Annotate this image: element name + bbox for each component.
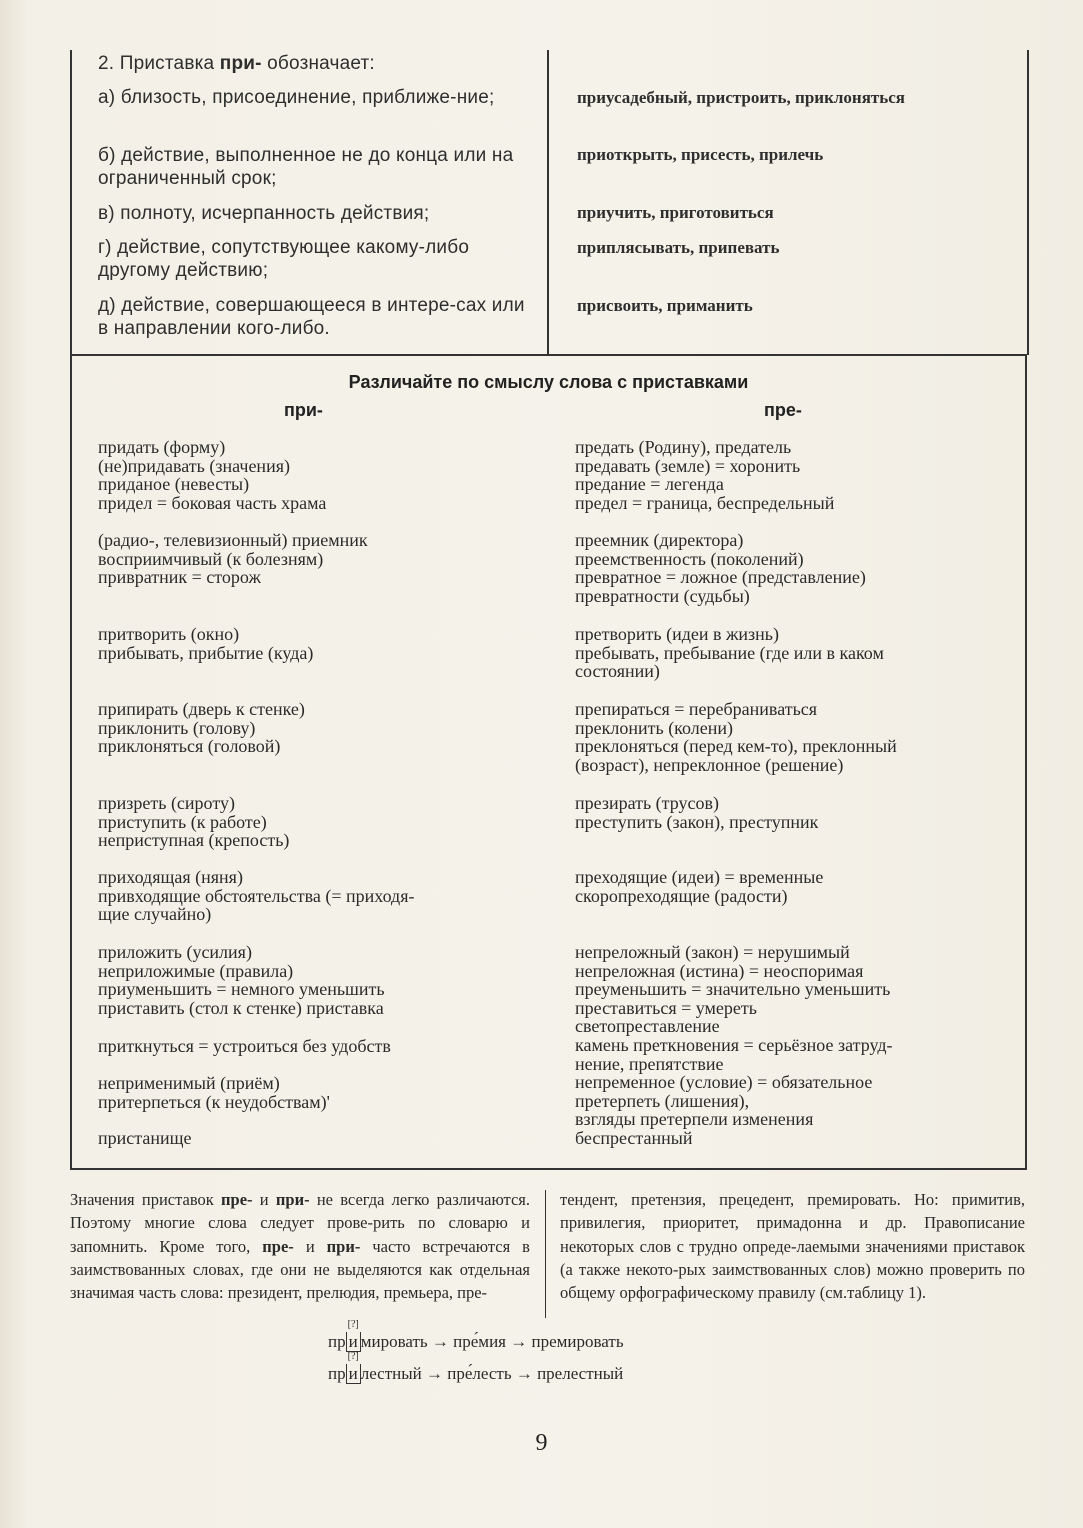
meaning-row-a: а) близость, присоединение, приближе-ние;: [98, 87, 495, 108]
left-word-group: [98, 794, 289, 850]
vowel-box: [?] и: [347, 1319, 359, 1351]
box-title: Различайте по смыслу слова с приставками: [348, 372, 749, 392]
word-line: предел = граница, беспредельный: [575, 492, 835, 513]
word-line: припирать (дверь к стенке): [98, 699, 305, 719]
left-word-group: [98, 1074, 330, 1111]
word-line: преклоняться (перед кем-то), преклонный: [575, 736, 897, 757]
word-line: непреложная (истина) = неоспоримая: [575, 960, 864, 981]
word-line: приставить (стол к стенке) приставка: [98, 997, 384, 1018]
word-line: приткнуться = устроиться без удобств: [98, 1036, 391, 1056]
word-line: приклоняться (головой): [98, 736, 281, 757]
right-column-head: пре-: [764, 400, 802, 420]
word-line: препираться = перебраниваться: [575, 699, 818, 719]
word-line: пребывать, пребывание (где или в каком: [575, 642, 884, 663]
word-line: скоропреходящие (радости): [575, 885, 788, 906]
right-word-group: [575, 625, 884, 681]
word-line: камень преткновения = серьёзное затруд-: [575, 1034, 893, 1055]
left-word-group: [98, 943, 385, 1017]
word-line: преемник (директора): [575, 530, 744, 550]
word-line: щие случайно): [98, 904, 212, 925]
right-word-group: [575, 438, 834, 512]
left-column-head: при-: [284, 400, 323, 420]
word-line: (не)придавать (значения): [98, 455, 290, 476]
word-line: приложить (усилия): [98, 942, 252, 962]
word-line: превратное = ложное (представление): [575, 567, 866, 588]
left-word-group: [98, 531, 368, 587]
paragraph-divider: [545, 1190, 546, 1318]
word-line: преемственность (поколений): [575, 548, 804, 569]
word-line: приступить (к работе): [98, 811, 267, 832]
example-line-1: пр [?] и мировать → пре́мия → премировать: [328, 1319, 624, 1351]
examples-row-c: приучить, приготовиться: [577, 203, 774, 222]
word-line: преставиться = умереть: [575, 997, 757, 1018]
word-line: (возраст), непреклонное (решение): [575, 754, 844, 775]
word-line: предавать (земле) = хоронить: [575, 455, 801, 476]
left-word-group: [98, 438, 326, 512]
right-word-group: [575, 531, 866, 605]
word-line: светопреставление: [575, 1016, 720, 1037]
examples-row-e: присвоить, приманить: [577, 296, 753, 315]
word-line: предание = легенда: [575, 474, 724, 495]
word-line: привратник = сторож: [98, 567, 261, 588]
word-line: приходящая (няня): [98, 867, 243, 887]
right-word-group: [575, 868, 823, 905]
meaning-row-c: в) полноту, исчерпанность действия;: [98, 203, 430, 224]
word-line: пристанище: [98, 1128, 192, 1148]
word-line: неприложимые (правила): [98, 960, 294, 981]
left-word-group: [98, 625, 313, 662]
word-line: приуменьшить = немного уменьшить: [98, 979, 385, 1000]
word-line: (радио-, телевизионный) приемник: [98, 530, 368, 550]
right-word-group: [575, 794, 818, 831]
left-word-group: [98, 1129, 191, 1148]
left-word-group: [98, 868, 415, 924]
word-line: презирать (трусов): [575, 793, 720, 813]
word-line: прибывать, прибытие (куда): [98, 642, 314, 663]
word-line: восприимчивый (к болезням): [98, 548, 324, 569]
word-line: неприступная (крепость): [98, 830, 290, 851]
explanation-left: Значения приставок пре- и при- не всегда легко различаются. Поэтому многие слова следует прове-рить по словарю и запомнить. Кроме того, пре- и при- часто встречаются в заимствованных словах, где они не выделяются как отдельная значимая часть слова: президент, прелюдия, премьера, пре-: [70, 1190, 531, 1303]
word-line: притворить (окно): [98, 624, 240, 644]
word-line: нение, препятствие: [575, 1053, 724, 1074]
right-word-group: [575, 943, 892, 1148]
word-line: превратности (судьбы): [575, 585, 750, 606]
left-word-group: [98, 1037, 391, 1056]
word-line: приданое (невесты): [98, 474, 250, 495]
word-line: преуменьшить = значительно уменьшить: [575, 979, 891, 1000]
meaning-row-e: д) действие, совершающееся в интере-сах или в направлении кого-либо.: [98, 295, 525, 339]
word-line: преклонить (колени): [575, 717, 734, 738]
table-column-divider: [547, 50, 549, 355]
explanation-right: тендент, претензия, прецедент, премировать. Но: примитив, привилегия, приоритет, примадонна и др. Правописание некоторых слов с трудно опреде-лаемыми значениями приставок (а также некото-рых заимствованных слов) можно проверить по общему орфографическому правилу (см.таблицу 1).: [560, 1190, 1025, 1303]
word-line: призреть (сироту): [98, 793, 235, 813]
word-line: привходящие обстоятельства (= приходя-: [98, 885, 415, 906]
examples-row-b: приоткрыть, присесть, прилечь: [577, 145, 824, 164]
word-line: претерпеть (лишения),: [575, 1090, 750, 1111]
prefix-meaning-table: [70, 50, 1029, 355]
word-line: преходящие (идеи) = временные: [575, 867, 824, 887]
meaning-row-d: г) действие, сопутствующее какому-либо другому действию;: [98, 237, 470, 281]
right-word-group: [575, 700, 897, 774]
word-line: взгляды претерпели изменения: [575, 1109, 814, 1130]
word-line: притерпеться (к неудобствам)': [98, 1091, 330, 1112]
word-line: придел = боковая часть храма: [98, 492, 327, 513]
page-number: 9: [535, 1430, 548, 1456]
examples-row-d: приплясывать, припевать: [577, 238, 780, 257]
word-line: неприменимый (приём): [98, 1073, 280, 1093]
word-line: состоянии): [575, 661, 660, 682]
word-line: преступить (закон), преступник: [575, 811, 819, 832]
word-line: придать (форму): [98, 437, 226, 457]
left-word-group: [98, 700, 305, 756]
word-line: претворить (идеи в жизнь): [575, 624, 779, 644]
table-heading: 2. Приставка при- обозначает:: [98, 53, 375, 74]
word-line: непременное (условие) = обязательное: [575, 1072, 873, 1093]
vowel-box: [?] и: [347, 1351, 359, 1383]
meaning-row-b: б) действие, выполненное не до конца или на ограниченный срок;: [98, 145, 514, 189]
word-line: приклонить (голову): [98, 717, 256, 738]
examples-row-a: приусадебный, пристроить, приклоняться: [577, 88, 905, 107]
example-line-2: пр [?] и лестный → пре́лесть → прелестный: [328, 1351, 624, 1383]
word-line: предать (Родину), предатель: [575, 437, 792, 457]
word-line: непреложный (закон) = нерушимый: [575, 942, 850, 962]
word-line: беспрестанный: [575, 1127, 693, 1148]
compare-words-box: [70, 354, 1027, 1170]
